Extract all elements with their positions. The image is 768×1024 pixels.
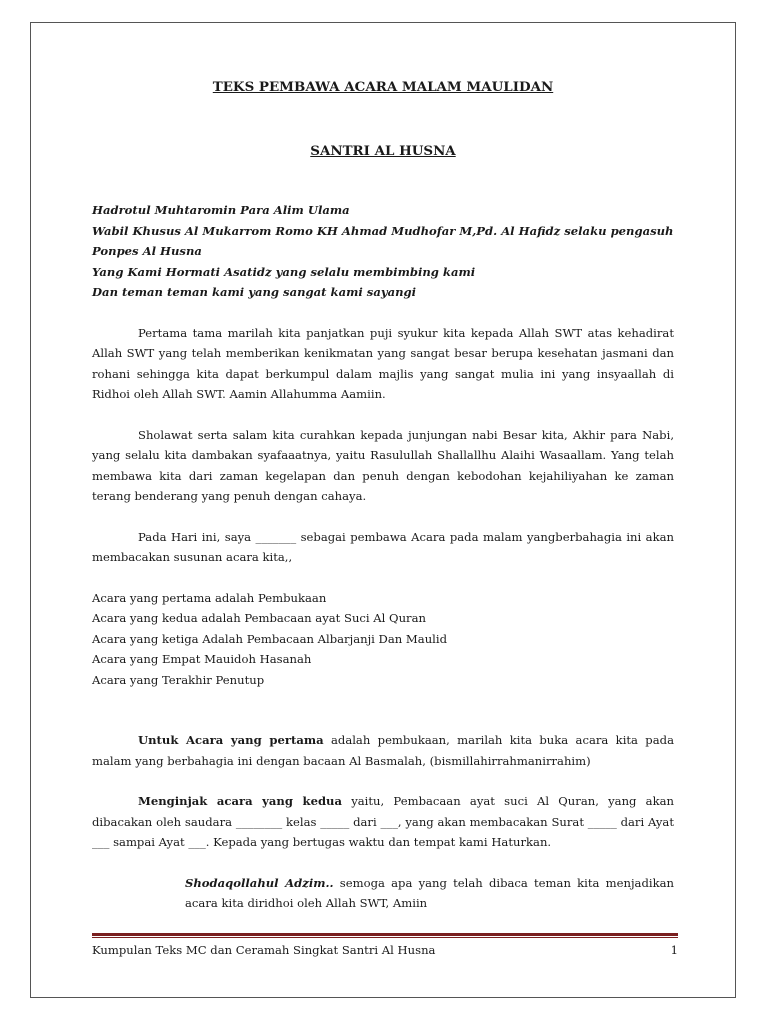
paragraph-text: Sholawat serta salam kita curahkan kepada junjungan nabi Besar kita, Akhir para Nabi, yang selalu kita dambakan syafaaatnya, yaitu Rasulullah Shallallhu Alaihi Wasaallam. Yang telah membawa kita dari zaman kegelapan dan penuh dengan kebodohan kejahiliyahan ke zaman terang benderang yang penuh dengan cahaya. — [92, 427, 674, 503]
agenda-list — [92, 588, 674, 691]
paragraph-first-agenda — [92, 730, 674, 771]
agenda-item: Acara yang ketiga Adalah Pembacaan Albarjanji Dan Maulid — [92, 631, 448, 646]
greeting-line: Yang Kami Hormati Asatidz yang selalu membimbing kami — [92, 264, 476, 279]
agenda-item: Acara yang kedua adalah Pembacaan ayat Suci Al Quran — [92, 611, 426, 625]
paragraph-sholawat — [92, 425, 674, 507]
paragraph-opening — [92, 323, 674, 405]
agenda-item: Acara yang pertama adalah Pembukaan — [92, 590, 327, 605]
paragraph-lead: Untuk Acara yang pertama — [138, 733, 324, 747]
greeting-line: Dan teman teman kami yang sangat kami sayangi — [92, 285, 417, 299]
quote-text: semoga apa yang telah dibaca teman kita menjadikan acara kita diridhoi oleh Allah SWT, Amiin — [185, 875, 675, 910]
paragraph-lead: Menginjak acara yang kedua — [138, 794, 342, 808]
closing-quote — [185, 873, 674, 914]
greeting-line: Hadrotul Muhtaromin Para Alim Ulama — [92, 203, 350, 217]
page-number: 1 — [670, 943, 678, 957]
agenda-item: Acara yang Terakhir Penutup — [92, 672, 265, 687]
footer-rule — [92, 933, 678, 936]
greeting-line: Ponpes Al Husna — [92, 244, 202, 258]
document-body — [92, 76, 674, 914]
document-subtitle: SANTRI AL HUSNA — [310, 143, 456, 159]
greetings-block — [92, 200, 674, 303]
footer-text: Kumpulan Teks MC dan Ceramah Singkat Santri Al Husna — [92, 943, 436, 957]
paragraph-second-agenda — [92, 791, 674, 853]
footer-rule-thin — [92, 937, 678, 938]
paragraph-text: yaitu, Pembacaan ayat suci Al Quran, yang akan dibacakan oleh saudara ________ kelas _____ dari ___, yang akan membacakan Surat _____ dari Ayat ___ sampai Ayat ___. Kepada yang bertugas waktu dan tempat kami Haturkan. — [92, 794, 674, 849]
paragraph-text: Pertama tama marilah kita panjatkan puji syukur kita kepada Allah SWT atas kehadirat Allah SWT yang telah memberikan kenikmatan yang sangat besar berupa kesehatan jasmani dan rohani sehingga kita dapat berkumpul dalam majlis yang sangat mulia ini yang insyaallah di Ridhoi oleh Allah SWT. Aamin Allahumma Aamiin. — [92, 325, 674, 401]
paragraph-introduction — [92, 527, 674, 568]
paragraph-text: Pada Hari ini, saya _______ sebagai pembawa Acara pada malam yangberbahagia ini akan membacakan susunan acara kita,, — [92, 529, 674, 564]
greeting-line: Wabil Khusus Al Mukarrom Romo KH Ahmad Mudhofar M,Pd. Al Hafidz selaku pengasuh — [92, 223, 674, 238]
page-footer — [92, 941, 678, 959]
agenda-item: Acara yang Empat Mauidoh Hasanah — [92, 652, 312, 666]
paragraph-text: adalah pembukaan, marilah kita buka acara kita pada malam yang berbahagia ini dengan bacaan Al Basmalah, (bismillahirrahmanirrahim) — [92, 733, 674, 768]
quote-lead: Shodaqollahul Adzim.. — [185, 875, 334, 890]
document-title: TEKS PEMBAWA ACARA MALAM MAULIDAN — [212, 79, 554, 95]
